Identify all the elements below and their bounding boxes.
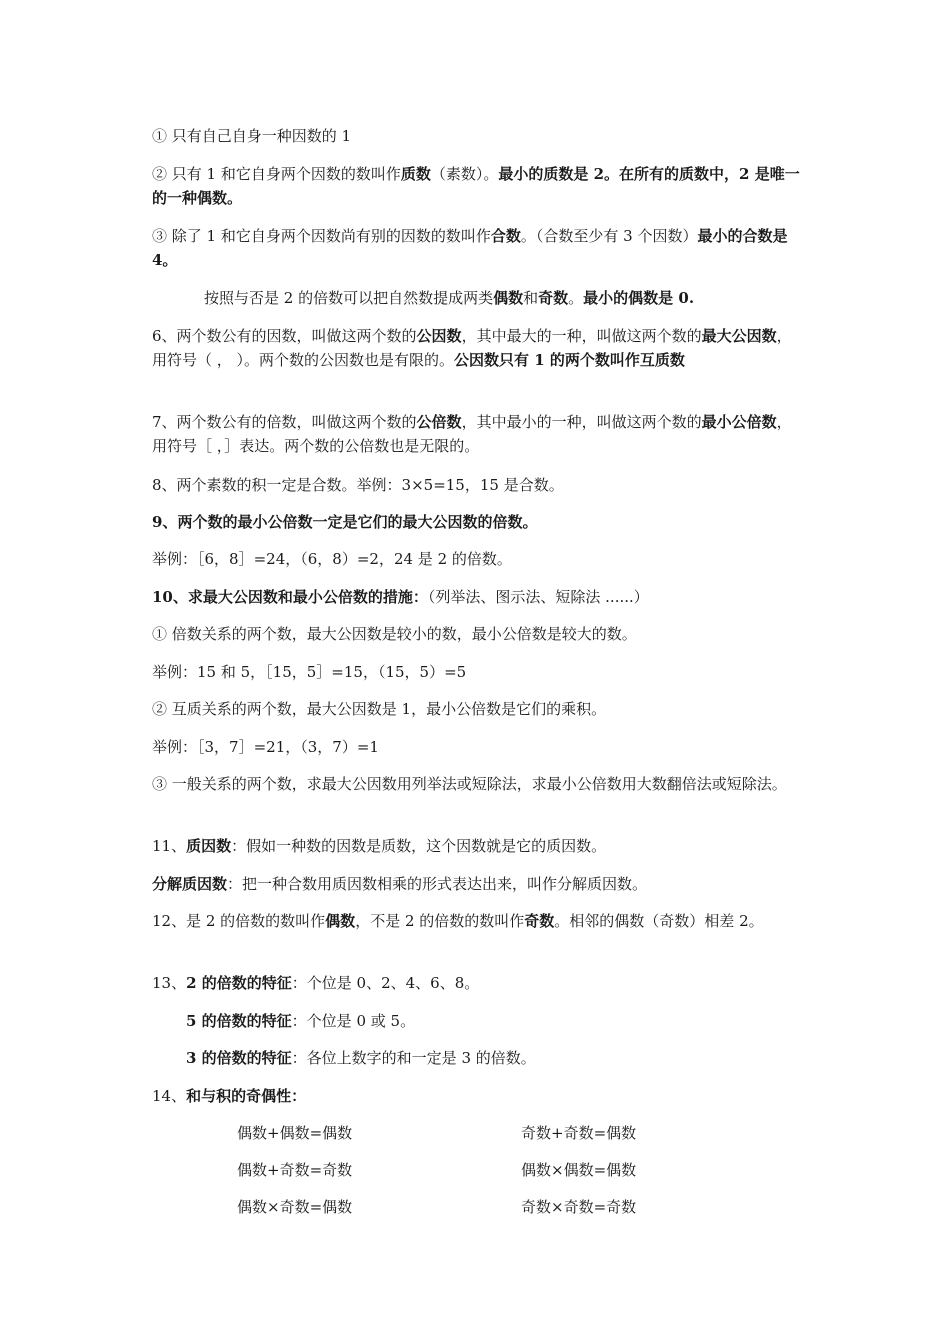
item-9-lcm-gcd: 9、两个数的最小公倍数一定是它们的最大公因数的倍数。 bbox=[152, 513, 538, 531]
item-13-multiple-of-2: 13、2 的倍数的特征：个位是 0、2、4、6、8。 bbox=[152, 974, 480, 992]
item-14-parity-heading: 14、和与积的奇偶性： bbox=[152, 1087, 307, 1105]
item-7-common-multiple: 7、两个数公有的倍数，叫做这两个数的公倍数，其中最小的一种，叫做这两个数的最小公倍数，用符号［ ，］表达。两个数的公倍数也是无限的。 bbox=[152, 413, 792, 455]
item-8-product-of-primes: 8、两个素数的积一定是合数。举例：3×5=15，15 是合数。 bbox=[152, 476, 564, 494]
item-11-prime-factor: 11、质因数：假如一种数的因数是质数，这个因数就是它的质因数。 bbox=[152, 837, 607, 855]
parity-rule-cell: 偶数+奇数=奇数 bbox=[237, 1161, 353, 1179]
item-even-odd-classification: 按照与否是 2 的倍数可以把自然数提成两类偶数和奇数。最小的偶数是 0. bbox=[204, 289, 695, 307]
item-10-coprime-relation: ② 互质关系的两个数，最大公因数是 1，最小公倍数是它们的乘积。 bbox=[152, 700, 607, 718]
item-10-multiple-relation: ① 倍数关系的两个数，最大公因数是较小的数，最小公倍数是较大的数。 bbox=[152, 625, 637, 643]
item-9-example: 举例：［6，8］=24，（6，8）=2，24 是 2 的倍数。 bbox=[152, 550, 512, 568]
item-composite-definition: ③ 除了 1 和它自身两个因数尚有别的因数的数叫作合数。（合数至少有 3 个因数）最小的合数是 4。 bbox=[152, 227, 788, 269]
parity-rule-cell: 偶数+偶数=偶数 bbox=[237, 1124, 353, 1142]
item-6-common-factor: 6、两个数公有的因数，叫做这两个数的公因数，其中最大的一种，叫做这两个数的最大公因数，用符号（ ， ）。两个数的公因数也是有限的。公因数只有 1 的两个数叫作互质数 bbox=[152, 327, 792, 369]
item-prime-definition: ② 只有 1 和它自身两个因数的数叫作质数（素数）。最小的质数是 2。在所有的质数中，2 是唯一的一种偶数。 bbox=[152, 165, 800, 207]
item-one-only-itself: ① 只有自己自身一种因数的 1 bbox=[152, 127, 352, 145]
item-10-methods: 10、求最大公因数和最小公倍数的措施：（列举法、图示法、短除法 ......） bbox=[152, 588, 649, 606]
item-13-multiple-of-5: 5 的倍数的特征：个位是 0 或 5。 bbox=[186, 1012, 416, 1030]
item-12-even-odd: 12、是 2 的倍数的数叫作偶数，不是 2 的倍数的数叫作奇数。相邻的偶数（奇数）相差 2。 bbox=[152, 912, 764, 930]
parity-rule-cell: 偶数×奇数=偶数 bbox=[237, 1198, 353, 1216]
item-13-multiple-of-3: 3 的倍数的特征：各位上数字的和一定是 3 的倍数。 bbox=[186, 1049, 536, 1067]
item-11-factorization: 分解质因数：把一种合数用质因数相乘的形式表达出来，叫作分解质因数。 bbox=[152, 875, 648, 893]
parity-rule-cell: 奇数+奇数=偶数 bbox=[521, 1124, 637, 1142]
item-10-coprime-example: 举例：［3，7］=21，（3，7）=1 bbox=[152, 738, 379, 756]
item-10-general-relation: ③ 一般关系的两个数，求最大公因数用列举法或短除法，求最小公倍数用大数翻倍法或短除法。 bbox=[152, 775, 787, 793]
item-10-multiple-example: 举例：15 和 5，［15，5］=15，（15，5）=5 bbox=[152, 663, 467, 681]
parity-rule-cell: 偶数×偶数=偶数 bbox=[521, 1161, 637, 1179]
parity-rule-cell: 奇数×奇数=奇数 bbox=[521, 1198, 637, 1216]
